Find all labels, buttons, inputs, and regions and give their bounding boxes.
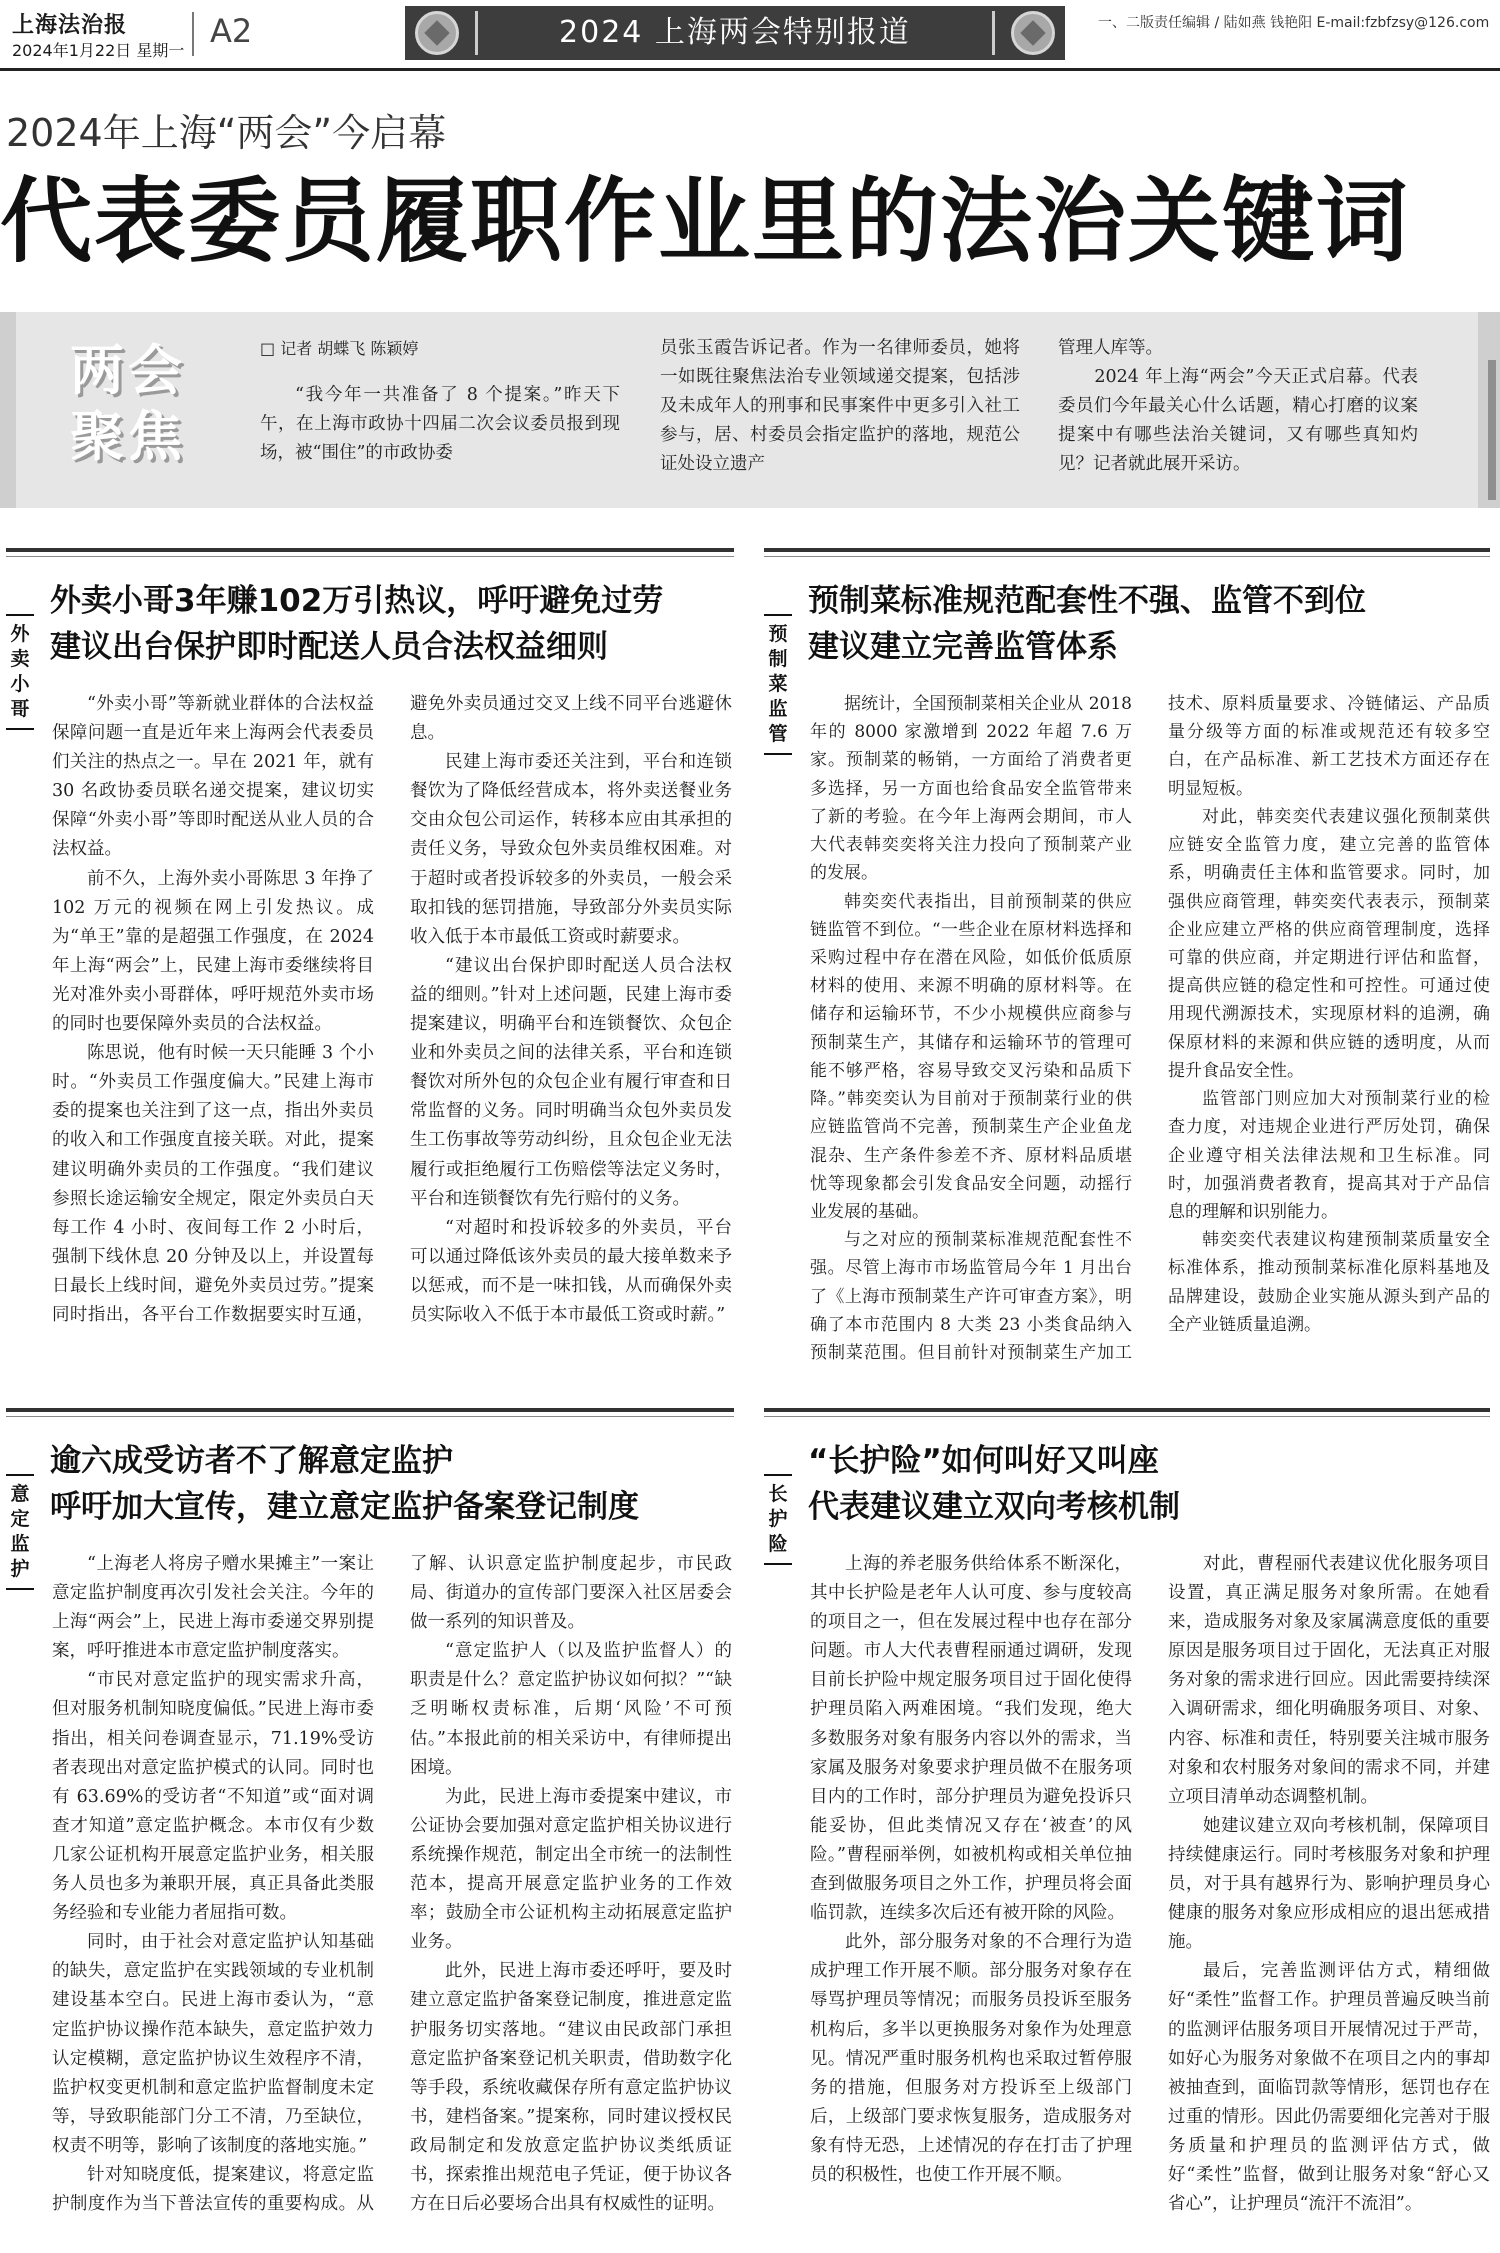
paragraph: 此外，民进上海市委还呼吁，要及时建立意定监护备案登记制度，推进意定监护服务切实落地。“建议由民政部门承担意定监护备案登记机关职责，借助数字化等手段，系统收藏保存所有意定监护协议书，建档备案。”提案称，同时建议授权民政局制定和发放意定监护协议类纸质证书，探索推出规范电子凭证，便于协议各方在日后必要场合出具有权威性的证明。 <box>410 1961 732 2215</box>
paragraph: 民建上海市委还关注到，平台和连锁餐饮为了降低经营成本，将外卖送餐业务交由众包公司运作，转移本应由其承担的责任义务，导致众包外卖员维权困难。对于超时或者投诉较多的外卖员，一般会采取扣钱的惩罚措施，导致部分外卖员实际收入低于本市最低工资或时薪要求。 <box>410 752 732 947</box>
national-emblem-icon <box>415 11 459 55</box>
paragraph: “市民对意定监护的现实需求升高，但对服务机制知晓度偏低。”民进上海市委指出，相关问卷调查显示，71.19%受访者表现出对意定监护模式的认同。同时也有 63.69%的受访者“不知道”或“面对调查才知道”意定监护概念。本市仅有少数几家公证机构开展意定监护业务，相关服务人员也多为兼职开展，真正具备此类服务经验和专业能力者屈指可数。 <box>52 1670 374 1924</box>
article-rule <box>6 548 734 552</box>
paragraph: 前不久，上海外卖小哥陈思 3 年挣了 102 万元的视频在网上引发热议。成为“单王”靠的是超强工作强度，在 2024 年上海“两会”上，民建上海市委继续将目光对准外卖小哥群体，呼吁规范外卖市场的同时也要保障外卖员的合法权益。 <box>52 868 374 1035</box>
decorative-stripe <box>1478 312 1500 508</box>
topic-label: 外卖小哥 <box>6 614 34 730</box>
article-body <box>52 690 732 1382</box>
topic-label: 预制菜监管 <box>764 614 792 755</box>
title-line: 建议出台保护即时配送人员合法权益细则 <box>50 629 608 665</box>
paper-name: 上海法治报 <box>12 12 128 38</box>
title-line: “长护险”如何叫好又叫座 <box>808 1443 1159 1479</box>
special-report-banner <box>405 6 1065 60</box>
paragraph: “上海老人将房子赠水果摊主”一案让意定监护制度再次引发社会关注。今年的上海“两会”上，民进上海市委递交界别提案，呼吁推进本市意定监护制度落实。 <box>52 1554 374 1662</box>
byline: □ 记者 胡蝶飞 陈颖婷 <box>260 339 419 358</box>
article-body <box>810 690 1490 1382</box>
paragraph: 针对知晓度低，提案建议，将意定监护制度作为当下普法宣传的重要构成。从了解、认识意定监护制度起步，市民政局、街道办的宣传部门要深入社区居委会做一系列的知识普及。 <box>52 1554 732 2215</box>
masthead <box>0 0 1500 70</box>
page-headline: 代表委员履职作业里的法治关键词 <box>0 167 1411 275</box>
paragraph: 同时，由于社会对意定监护认知基础的缺失，意定监护在实践领域的专业机制建设基本空白。民进上海市委认为，“意定监护协议操作范本缺失，意定监护效力认定模糊，意定监护协议生效程序不清，监护权变更机制和意定监护监督制度未定等，导致职能部门分工不清，乃至缺位，权责不明等，影响了该制度的落地实施。” <box>52 1932 374 2156</box>
topic-label: 长护险 <box>764 1474 792 1565</box>
page-number: A2 <box>210 12 253 50</box>
intro-column-1 <box>260 334 620 468</box>
decorative-stripe <box>0 312 16 508</box>
article-prepared-food <box>764 548 1494 1388</box>
topic-label: 意定监护 <box>6 1474 34 1590</box>
article-long-term-care-insurance <box>764 1408 1494 2248</box>
paragraph: 她建议建立双向考核机制，保障项目持续健康运行。同时考核服务对象和护理员，对于具有越界行为、影响护理员身心健康的服务对象应形成相应的退出惩戒措施。 <box>1168 1815 1490 1953</box>
court-emblem-icon <box>1011 11 1055 55</box>
article-delivery-riders <box>6 548 746 1388</box>
paragraph: 此外，部分服务对象的不合理行为造成护理工作开展不顺。部分服务对象存在辱骂护理员等情况；而服务员投诉至服务机构后，多半以更换服务对象作为处理意见。情况严重时服务机构也采取过暂停服务的措施，但服务对方投诉至上级部门后，上级部门要求恢复服务，造成服务对象有恃无恐，上述情况的存在打击了护理员的积极性，也使工作开展不顺。 <box>810 1932 1132 2185</box>
paragraph: 对此，韩奕奕代表建议强化预制菜供应链安全监管力度，建立完善的监管体系，明确责任主体和监管要求。同时，加强供应商管理，韩奕奕代表表示，预制菜企业应建立严格的供应商管理制度，选择可靠的供应商，并定期进行评估和监督，提高供应链的稳定性和可控性。可通过使用现代溯源技术，实现原材料的追溯，确保原材料的来源和供应链的透明度，从而提升食品安全性。 <box>1168 806 1490 1081</box>
divider <box>192 12 194 56</box>
article-voluntary-guardianship <box>6 1408 746 2248</box>
intro-column-3: 管理人库等。 2024 年上海“两会”今天正式启幕。代表委员们今年最关心什么话题，精心打磨的议案提案中有哪些法治关键词，又有哪些真知灼见？记者就此展开采访。 <box>1058 338 1418 474</box>
article-title <box>50 578 663 670</box>
title-line: 预制菜标准规范配套性不强、监管不到位 <box>808 583 1366 619</box>
paragraph: 陈思说，他有时候一天只能睡 3 个小时。“外卖员工作强度偏大。”民建上海市委的提案也关注到了这一点，指出外卖员的收入和工作强度直接关联。对此，提案建议明确外卖员的工作强度。“我们建议参照长途运输安全规定，限定外卖员白天每工作 4 小时、夜间每工作 2 小时后，强制下线休息 20 分钟及以上，并设置每日最长上线时间，避免外卖员过劳。”提案同时指出，各平台工作数据要实时互通，避免外卖员通过交叉上线不同平台逃避休息。 <box>52 694 732 1325</box>
editor-info: 一、二版责任编辑 / 陆如燕 钱艳阳 E-mail:fzbfzsy@126.com <box>1098 15 1490 31</box>
banner-title: 2024 上海两会特别报道 <box>475 11 995 55</box>
title-line: 建议建立完善监管体系 <box>808 629 1118 665</box>
paragraph: 据统计，全国预制菜相关企业从 2018 年的 8000 家激增到 2022 年超 7.6 万家。预制菜的畅销，一方面给了消费者更多选择，另一方面也给食品安全监管带来了新的考验。在今年上海两会期间，市人大代表韩奕奕将关注力投向了预制菜产业的发展。 <box>810 694 1132 884</box>
paragraph: “建议出台保护即时配送人员合法权益的细则。”针对上述问题，民建上海市委提案建议，明确平台和连锁餐饮、众包企业和外卖员之间的法律关系，平台和连锁餐饮对所外包的众包企业有履行审查和日常监督的义务。同时明确当众包外卖员发生工伤事故等劳动纠纷，且众包企业无法履行或拒绝履行工伤赔偿等法定义务时，平台和连锁餐饮有先行赔付的义务。 <box>410 955 732 1209</box>
paragraph: “意定监护人（以及监护监督人）的职责是什么？意定监护协议如何拟？”“缺乏明晰权责标准，后期‘风险’不可预估。”本报此前的相关采访中，有律师提出困境。 <box>410 1641 732 1778</box>
article-body <box>52 1550 732 2242</box>
article-rule <box>764 548 1490 552</box>
article-body <box>810 1550 1490 2242</box>
title-line: 呼吁加大宣传，建立意定监护备案登记制度 <box>50 1489 639 1525</box>
paragraph: 上海的养老服务供给体系不断深化，其中长护险是老年人认可度、参与度较高的项目之一，但在发展过程中也存在部分问题。市人大代表曹程丽通过调研，发现目前长护险中规定服务项目过于固化使得护理员陷入两难困境。“我们发现，绝大多数服务对象有服务内容以外的需求，当家属及服务对象要求护理员做不在服务项目内的工作时，部分护理员为避免投诉只能妥协，但此类情况又存在‘被查’的风险。”曹程丽举例，如被机构或相关单位抽查到做服务项目之外工作，护理员将会面临罚款，连续多次后还有被开除的风险。 <box>810 1554 1132 1924</box>
paper-date: 2024年1月22日 星期一 <box>12 41 185 60</box>
title-line: 代表建议建立双向考核机制 <box>808 1489 1180 1525</box>
intro-section <box>0 312 1500 508</box>
intro-column-2: 员张玉霞告诉记者。作为一名律师委员，她将一如既往聚焦法治专业领域递交提案，包括涉及未成年人的刑事和民事案件中更多引入社工参与，居、村委员会指定监护的落地，规范公证处设立遗产 <box>660 338 1020 474</box>
article-title <box>808 578 1366 670</box>
title-line: 外卖小哥3年赚102万引热议，呼吁避免过劳 <box>50 583 664 619</box>
header-rule <box>0 68 1500 71</box>
paragraph: 最后，完善监测评估方式，精细做好“柔性”监督工作。护理员普遍反映当前的监测评估服务项目开展情况过于严苛，如好心为服务对象做不在项目之内的事却被抽查到，面临罚款等情形，惩罚也存在过重的情形。因此仍需要细化完善对于服务质量和护理员的监测评估方式，做好“柔性”监督，做到让服务对象“舒心又省心”，让护理员“流汗不流泪”。 <box>1168 1961 1490 2215</box>
article-title <box>50 1438 639 1530</box>
paragraph: “外卖小哥”等新就业群体的合法权益保障问题一直是近年来上海两会代表委员们关注的热点之一。早在 2021 年，就有 30 名政协委员联名递交提案，建议切实保障“外卖小哥”等即时配送从业人员的合法权益。 <box>52 694 374 860</box>
paragraph: 为此，民进上海市委提案中建议，市公证协会要加强对意定监护相关协议进行系统操作规范，制定出全市统一的法制性范本，提高开展意定监护业务的工作效率；鼓励全市公证机构主动拓展意定监护业务。 <box>410 1786 732 1953</box>
paragraph: “对超时和投诉较多的外卖员，平台可以通过降低该外卖员的最大接单数来予以惩戒，而不是一味扣钱，从而确保外卖员实际收入不低于本市最低工资或时薪。” <box>410 1217 732 1325</box>
paragraph: 对此，曹程丽代表建议优化服务项目设置，真正满足服务对象所需。在她看来，造成服务对象及家属满意度低的重要原因是服务项目过于固化，无法真正对服务对象的需求进行回应。因此需要持续深入调研需求，细化明确服务项目、对象、内容、标准和责任，特别要关注城市服务对象和农村服务对象间的需求不同，并建立项目清单动态调整机制。 <box>1168 1554 1490 1807</box>
paragraph: 韩奕奕代表建议构建预制菜质量安全标准体系，推动预制菜标准化原料基地及品牌建设，鼓励企业实施从源头到产品的全产业链质量追溯。 <box>1168 1230 1490 1335</box>
paragraph: 韩奕奕代表指出，目前预制菜的供应链监管不到位。“一些企业在原材料选择和采购过程中存在潜在风险，如低价低质原材料的使用、来源不明确的原材料等。在储存和运输环节，不少小规模供应商参与预制菜生产，其储存和运输环节的管理可能不够严格，容易导致交叉污染和品质下降。”韩奕奕认为目前对于预制菜行业的供应链监管尚不完善，预制菜生产企业鱼龙混杂、生产条件参差不齐、原材料品质堪忧等现象都会引发食品安全问题，动摇行业发展的基础。 <box>810 891 1132 1222</box>
article-title <box>808 1438 1180 1530</box>
headline-kicker: 2024年上海“两会”今启幕 <box>6 111 447 155</box>
article-rule <box>764 1408 1490 1412</box>
article-rule <box>6 1408 734 1412</box>
intro-text: “我今年一共准备了 8 个提案。”昨天下午，在上海市政协十四届二次会议委员报到现场，被“围住”的市政协委 <box>260 385 620 463</box>
paragraph: 与之对应的预制菜标准规范配套性不强。尽管上海市市场监管局今年 1 月出台了《上海市预制菜生产许可审查方案》，明确了本市范围内 8 大类 23 小类食品纳入预制菜范围。但目前针对预制菜生产加工技术、原料质量要求、冷链储运、产品质量分级等方面的标准或规范还有较多空白，在产品标准、新工艺技术方面还存在明显短板。 <box>810 694 1490 1364</box>
paragraph: 监管部门则应加大对预制菜行业的检查力度，对违规企业进行严厉处罚，确保企业遵守相关法律法规和卫生标准。同时，加强消费者教育，提高其对于产品信息的理解和识别能力。 <box>1168 1089 1490 1222</box>
title-line: 逾六成受访者不了解意定监护 <box>50 1443 453 1479</box>
section-label: 两会聚焦 <box>70 339 186 468</box>
